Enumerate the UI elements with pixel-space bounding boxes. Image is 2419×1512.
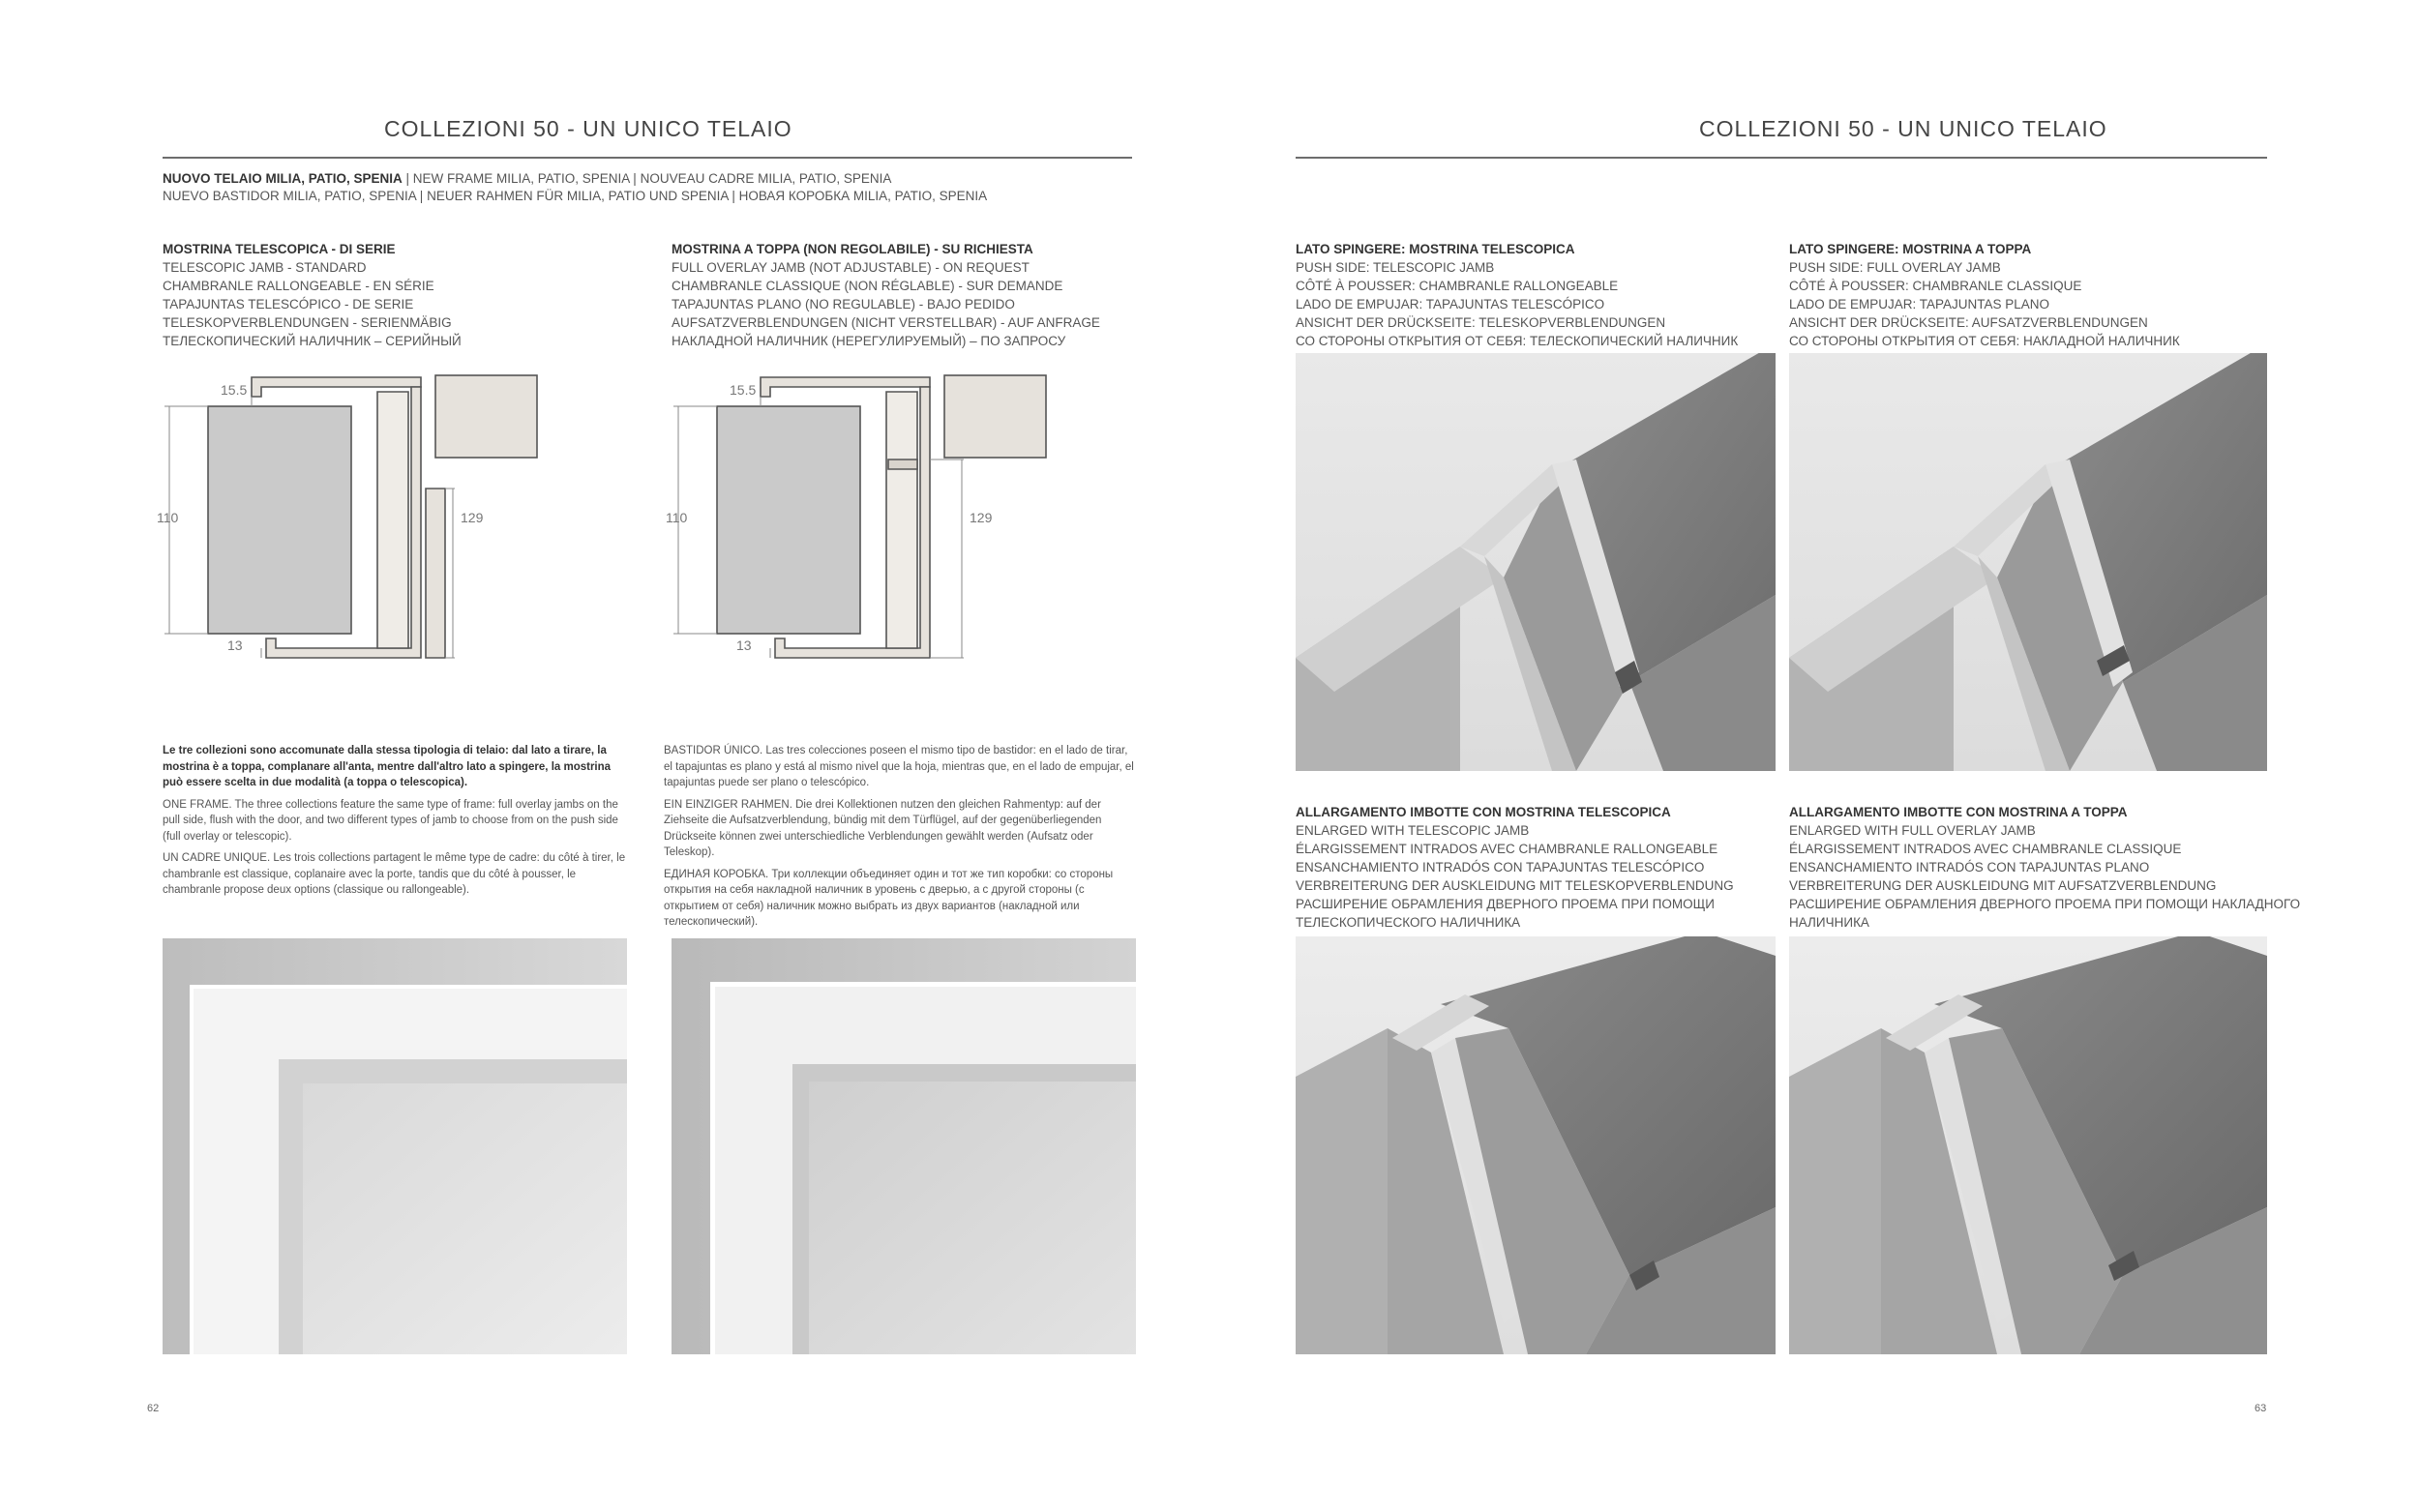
diagram-overlay-section	[664, 368, 1070, 677]
caption-line: CÔTÉ À POUSSER: CHAMBRANLE CLASSIQUE	[1789, 279, 2082, 293]
caption-enlarged-overlay	[1789, 803, 2300, 932]
caption-line: TELESKOPVERBLENDUNGEN - SERIENMÄΒIG	[163, 315, 452, 330]
wall-block	[944, 375, 1046, 458]
body-paragraph: BASTIDOR ÚNICO. Las tres colecciones poseen el mismo tipo de bastidor: en el lado de tirar, el tapajuntas es plano y está al mismo nivel que la hoja, mientras que, en el lado de empujar, el tapajuntas puede ser plano o telescópico.	[664, 745, 1134, 788]
dim-right-label: 129	[461, 510, 484, 525]
caption-line: ENLARGED WITH FULL OVERLAY JAMB	[1789, 823, 2036, 838]
dim-bottom-label: 13	[736, 637, 752, 653]
caption-line: ÉLARGISSEMENT INTRADOS AVEC CHAMBRANLE RALLONGEABLE	[1296, 842, 1718, 856]
caption-line: ANSICHT DER DRÜCKSEITE: TELESKOPVERBLENDUNGEN	[1296, 315, 1666, 330]
caption-line: TAPAJUNTAS PLANO (NO REGULABLE) - BAJO PEDIDO	[672, 297, 1015, 311]
wall-block	[435, 375, 537, 458]
intro-text	[163, 170, 1130, 205]
caption-line: ENLARGED WITH TELESCOPIC JAMB	[1296, 823, 1530, 838]
dim-left-label: 110	[666, 510, 688, 525]
caption-line: СО СТОРОНЫ ОТКРЫТИЯ ОТ СЕБЯ: НАКЛАДНОЙ НАЛИЧНИК	[1789, 334, 2180, 348]
caption-line: ТЕЛЕСКОПИЧЕСКИЙ НАЛИЧНИК – СЕРИЙНЫЙ	[163, 334, 462, 348]
caption-line: PUSH SIDE: TELESCOPIC JAMB	[1296, 260, 1495, 275]
right-title-rule	[1296, 157, 2267, 159]
photo-overlay-frame-corner	[672, 938, 1136, 1354]
dim-top-label: 15.5	[730, 382, 757, 398]
caption-title: LATO SPINGERE: MOSTRINA A TOPPA	[1789, 242, 2032, 256]
caption-line: ТЕЛЕСКОПИЧЕСКОГО НАЛИЧНИКА	[1296, 915, 1521, 930]
caption-line: СО СТОРОНЫ ОТКРЫТИЯ ОТ СЕБЯ: ТЕЛЕСКОПИЧЕСКИЙ НАЛИЧНИК	[1296, 334, 1739, 348]
intro-bold: NUOVO TELAIO MILIA, PATIO, SPENIA	[163, 171, 403, 186]
caption-title: MOSTRINA TELESCOPICA - DI SERIE	[163, 242, 396, 256]
caption-line: VERBREITERUNG DER AUSKLEIDUNG MIT AUFSATZVERBLENDUNG	[1789, 878, 2217, 893]
caption-line: НАЛИЧНИКА	[1789, 915, 1869, 930]
caption-title: LATO SPINGERE: MOSTRINA TELESCOPICA	[1296, 242, 1575, 256]
left-title-rule	[163, 157, 1132, 159]
intro-line2: NUEVO BASTIDOR MILIA, PATIO, SPENIA | NEUER RAHMEN FÜR MILIA, PATIO UND SPENIA | НОВАЯ КОРОБКА MILIA, PATIO, SPENIA	[163, 189, 988, 203]
caption-line: РАСШИРЕНИЕ ОБРАМЛЕНИЯ ДВЕРНОГО ПРОЕМА ПРИ ПОМОЩИ НАКЛАДНОГО	[1789, 897, 2301, 911]
caption-line: TAPAJUNTAS TELESCÓPICO - DE SERIE	[163, 297, 414, 311]
caption-line: ANSICHT DER DRÜCKSEITE: AUFSATZVERBLENDUNGEN	[1789, 315, 2148, 330]
dim-right-label: 129	[970, 510, 993, 525]
caption-line: CÔTÉ À POUSSER: CHAMBRANLE RALLONGEABLE	[1296, 279, 1619, 293]
caption-push-overlay	[1789, 240, 2180, 350]
body-text-column-1	[163, 743, 627, 904]
caption-line: НАКЛАДНОЙ НАЛИЧНИК (НЕРЕГУЛИРУЕМЫЙ) – ПО ЗАПРОСУ	[672, 334, 1066, 348]
body-paragraph: ЕДИНАЯ КОРОБКА. Три коллекции объединяет один и тот же тип коробки: со стороны открытия на себя накладной наличник в уровень с дверью, а с другой стороны (с открытием от себя) наличник можно выбрать из двух вариантов (накладной или телескопический).	[664, 868, 1114, 928]
render-push-overlay	[1789, 353, 2267, 771]
caption-line: ENSANCHAMIENTO INTRADÓS CON TAPAJUNTAS TELESCÓPICO	[1296, 860, 1705, 875]
caption-line: LADO DE EMPUJAR: TAPAJUNTAS TELESCÓPICO	[1296, 297, 1605, 311]
render-push-telescopic	[1296, 353, 1776, 771]
right-page-title: COLLEZIONI 50 - UN UNICO TELAIO	[1699, 116, 2107, 141]
door-leaf	[208, 406, 351, 634]
caption-title: MOSTRINA A TOPPA (NON REGOLABILE) - SU RICHIESTA	[672, 242, 1033, 256]
dim-left-label: 110	[157, 510, 179, 525]
caption-line: LADO DE EMPUJAR: TAPAJUNTAS PLANO	[1789, 297, 2050, 311]
body-text-column-2	[664, 743, 1138, 936]
caption-line: PUSH SIDE: FULL OVERLAY JAMB	[1789, 260, 2001, 275]
body-paragraph: EIN EINZIGER RAHMEN. Die drei Kollektionen nutzen den gleichen Rahmentyp: auf der Ziehseite die Aufsatzverblendung, bündig mit dem Türflügel, auf der gegenüberliegenden Drückseite können zwei unterschiedliche Verblendungen gewählt werden (Aufsatz oder Teleskop).	[664, 798, 1102, 858]
render-enlarged-overlay	[1789, 936, 2267, 1354]
caption-telescopic	[163, 240, 462, 350]
caption-overlay	[672, 240, 1100, 350]
caption-line: ÉLARGISSEMENT INTRADOS AVEC CHAMBRANLE CLASSIQUE	[1789, 842, 2182, 856]
left-page-title: COLLEZIONI 50 - UN UNICO TELAIO	[384, 116, 792, 141]
caption-line: ENSANCHAMIENTO INTRADÓS CON TAPAJUNTAS PLANO	[1789, 860, 2150, 875]
caption-title: ALLARGAMENTO IMBOTTE CON MOSTRINA TELESCOPICA	[1296, 805, 1671, 819]
body-paragraph: Le tre collezioni sono accomunate dalla stessa tipologia di telaio: dal lato a tirare, la mostrina è a toppa, complanare all'anta, mentre dall'altro lato a spingere, la mostrina può essere scelta in due modalità (a toppa o telescopica).	[163, 745, 612, 788]
caption-line: CHAMBRANLE CLASSIQUE (NON RÉGLABLE) - SUR DEMANDE	[672, 279, 1063, 293]
caption-push-telescopic	[1296, 240, 1738, 350]
caption-line: FULL OVERLAY JAMB (NOT ADJUSTABLE) - ON REQUEST	[672, 260, 1030, 275]
body-paragraph: UN CADRE UNIQUE. Les trois collections partagent le même type de cadre: du côté à tirer, le chambranle est classique, coplanaire avec la porte, tandis que du côté à pousser, le chambranle propose deux options (classique ou rallongeable).	[163, 852, 626, 896]
caption-line: CHAMBRANLE RALLONGEABLE - EN SÉRIE	[163, 279, 434, 293]
dim-top-label: 15.5	[221, 382, 248, 398]
caption-enlarged-telescopic	[1296, 803, 1734, 932]
dim-bottom-label: 13	[227, 637, 243, 653]
door-leaf	[717, 406, 860, 634]
body-paragraph: ONE FRAME. The three collections feature the same type of frame: full overlay jambs on the pull side, flush with the door, and two different types of jamb to choose from on the push side (full overlay or telescopic).	[163, 798, 618, 843]
caption-line: РАСШИРЕНИЕ ОБРАМЛЕНИЯ ДВЕРНОГО ПРОЕМА ПРИ ПОМОЩИ	[1296, 897, 1715, 911]
photo-telescopic-frame-corner	[163, 938, 627, 1354]
page-number-right: 63	[2255, 1403, 2267, 1414]
caption-line: VERBREITERUNG DER AUSKLEIDUNG MIT TELESKOPVERBLENDUNG	[1296, 878, 1734, 893]
caption-line: TELESCOPIC JAMB - STANDARD	[163, 260, 367, 275]
caption-line: AUFSATZVERBLENDUNGEN (NICHT VERSTELLBAR) - AUF ANFRAGE	[672, 315, 1100, 330]
render-enlarged-telescopic	[1296, 936, 1776, 1354]
intro-line1: | NEW FRAME MILIA, PATIO, SPENIA | NOUVEAU CADRE MILIA, PATIO, SPENIA	[402, 171, 892, 186]
caption-title: ALLARGAMENTO IMBOTTE CON MOSTRINA A TOPPA	[1789, 805, 2128, 819]
page-number-left: 62	[147, 1403, 160, 1414]
diagram-telescopic-section	[155, 368, 561, 677]
